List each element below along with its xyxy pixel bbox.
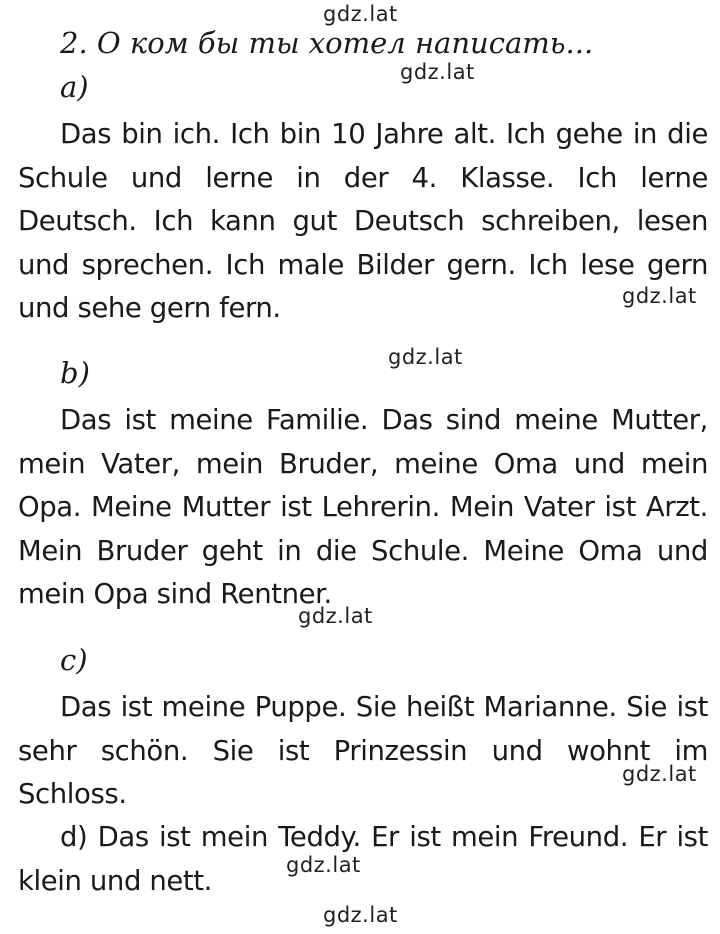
exercise-heading: 2. О ком бы ты хотел написать...	[60, 26, 594, 60]
section-label-b: b)	[60, 356, 90, 390]
watermark: gdz.lat	[298, 604, 373, 628]
section-label-a: a)	[60, 70, 89, 104]
watermark: gdz.lat	[400, 60, 475, 84]
watermark: gdz.lat	[388, 345, 463, 369]
watermark: gdz.lat	[622, 284, 697, 308]
watermark: gdz.lat	[286, 853, 361, 877]
watermark: gdz.lat	[323, 903, 398, 927]
watermark: gdz.lat	[622, 762, 697, 786]
watermark: gdz.lat	[323, 2, 398, 26]
paragraph-b: Das ist meine Familie. Das sind meine Mutter, mein Vater, mein Bruder, meine Oma und mein Opa. Meine Mutter ist Lehrerin. Mein Vater ist Arzt. Mein Bruder geht in die Schule. Meine Oma und mein Opa sind Rentner.	[18, 404, 708, 610]
paragraph-d: d) Das ist mein Teddy. Er ist mein Freund. Er ist klein und nett.	[18, 821, 708, 897]
paragraph-a: Das bin ich. Ich bin 10 Jahre alt. Ich gehe in die Schule und lerne in der 4. Klasse. Ich lerne Deutsch. Ich kann gut Deutsch schreiben, lesen und sprechen. Ich male Bilder gern. Ich lese gern und sehe gern fern.	[18, 118, 708, 324]
section-label-c: c)	[60, 643, 88, 677]
paragraph-c: Das ist meine Puppe. Sie heißt Marianne. Sie ist sehr schön. Sie ist Prinzessin und wohnt im Schloss.	[18, 691, 708, 810]
